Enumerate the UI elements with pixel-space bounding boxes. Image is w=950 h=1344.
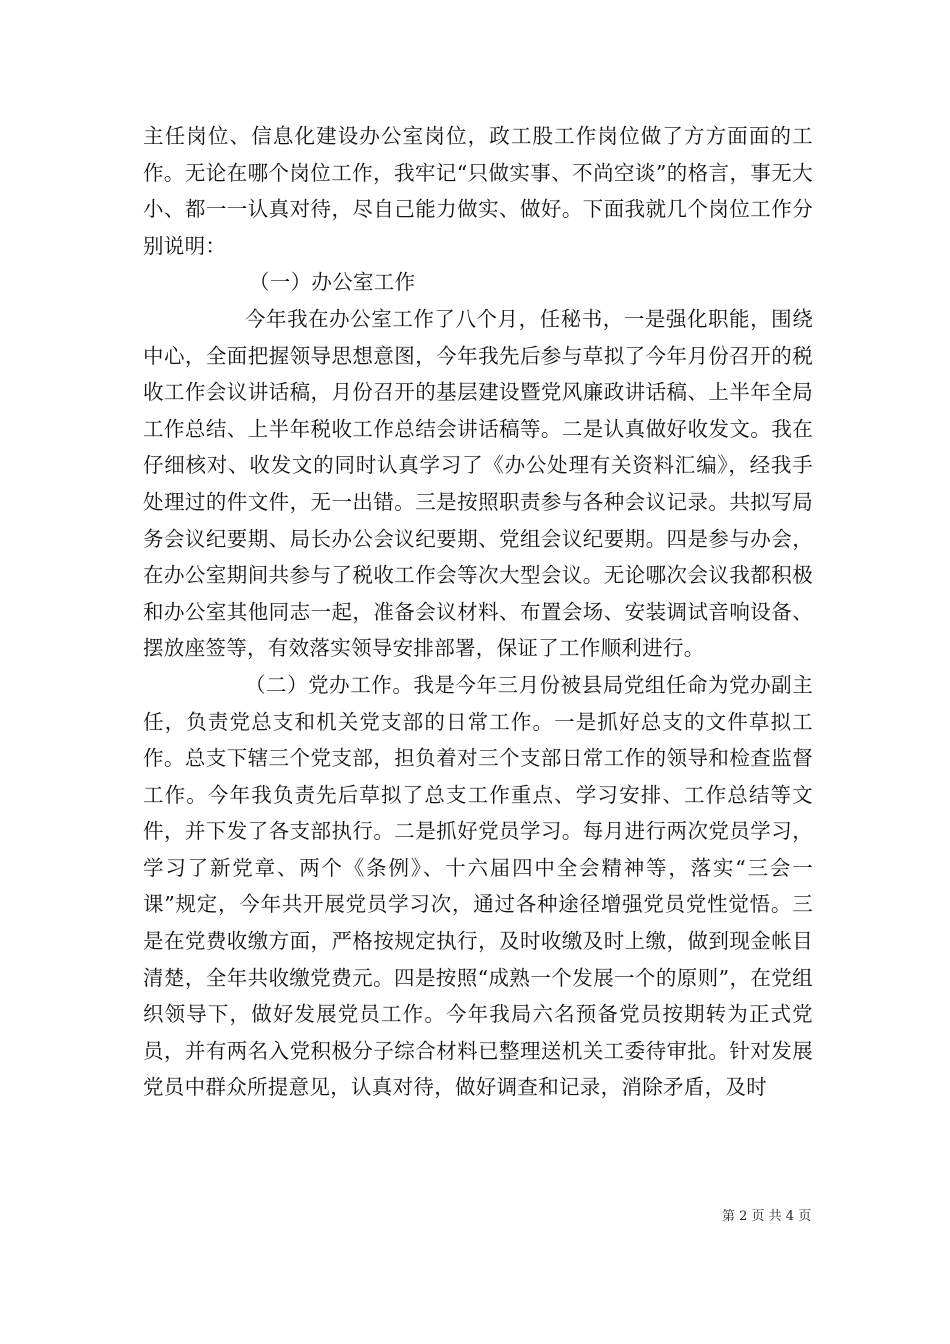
- page-number: 第 2 页 共 4 页: [722, 1209, 812, 1224]
- document-body: [143, 118, 813, 1106]
- section-heading-office-work: （一）办公室工作: [249, 270, 416, 295]
- paragraph-party-office-work: （二）党办工作。我是今年三月份被县局党组任命为党办副主任，负责党总支和机关党支部的日常工作。一是抓好总支的文件草拟工作。总支下辖三个党支部，担负着对三个支部日常工作的领导和检查监督工作。今年我负责先后草拟了总支工作重点、学习安排、工作总结等文件，并下发了各支部执行。二是抓好党员学习。每月进行两次党员学习，学习了新党章、两个《条例》、十六届四中全会精神等，落实“三会一课”规定，今年共开展党员学习次，通过各种途径增强党员党性觉悟。三是在党费收缴方面，严格按规定执行，及时收缴及时上缴，做到现金帐目清楚，全年共收缴党费元。四是按照“成熟一个发展一个的原则”，在党组织领导下，做好发展党员工作。今年我局六名预备党员按期转为正式党员，并有两名入党积极分子综合材料已整理送机关工委待审批。针对发展党员中群众所提意见，认真对待，做好调查和记录，消除矛盾，及时: [143, 672, 813, 1100]
- paragraph-office-work: 今年我在办公室工作了八个月，任秘书，一是强化职能，围绕中心，全面把握领导思想意图，今年我先后参与草拟了今年月份召开的税收工作会议讲话稿，月份召开的基层建设暨党风廉政讲话稿、上半年全局工作总结、上半年税收工作总结会讲话稿等。二是认真做好收发文。我在仔细核对、收发文的同时认真学习了《办公处理有关资料汇编》，经我手处理过的件文件，无一出错。三是按照职责参与各种会议记录。共拟写局务会议纪要期、局长办公会议纪要期、党组会议纪要期。四是参与办会，在办公室期间共参与了税收工作会等次大型会议。无论哪次会议我都积极和办公室其他同志一起，准备会议材料、布置会场、安装调试音响设备、摆放座签等，有效落实领导安排部署，保证了工作顺利进行。: [143, 306, 813, 661]
- paragraph-continuation: 主任岗位、信息化建设办公室岗位，政工股工作岗位做了方方面面的工作。无论在哪个岗位工作，我牢记“只做实事、不尚空谈”的格言，事无大小、都一一认真对待，尽自己能力做实、做好。下面我就几个岗位工作分别说明：: [143, 124, 813, 258]
